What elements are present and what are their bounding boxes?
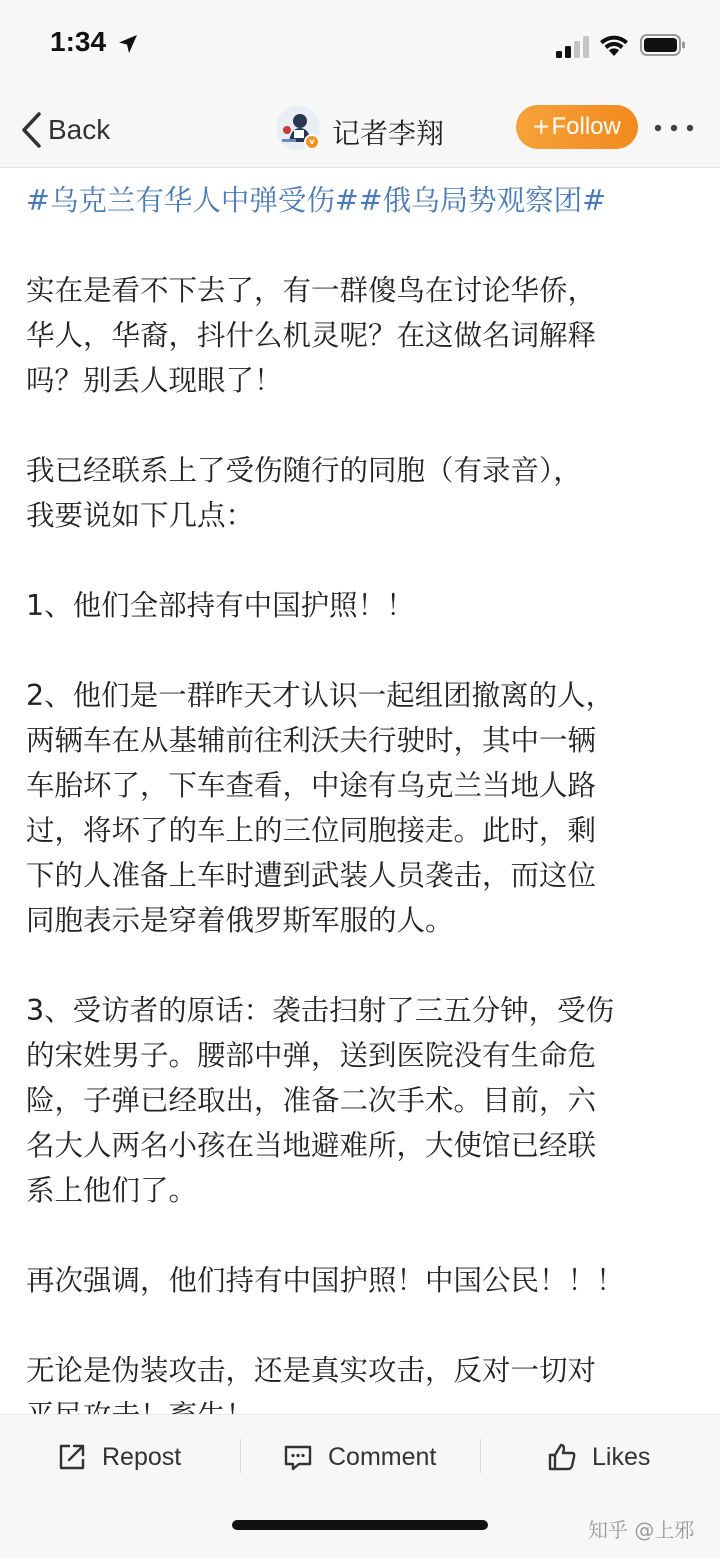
wifi-icon	[598, 33, 630, 57]
paragraph-line: 我要说如下几点：	[26, 499, 255, 532]
back-button[interactable]	[20, 110, 110, 150]
status-bar	[0, 0, 720, 92]
toolbar-divider	[480, 1439, 481, 1473]
signal-icon	[556, 36, 590, 58]
post-content	[26, 178, 698, 1438]
back-label: Back	[48, 114, 111, 145]
paragraph-line: 名大人两名小孩在当地避难所，大使馆已经联	[26, 1129, 597, 1162]
paragraph-line: 我已经联系上了受伤随行的同胞（有录音），	[26, 454, 582, 487]
likes-button[interactable]	[546, 1437, 650, 1477]
paragraph-line: 两辆车在从基辅前往利沃夫行驶时，其中一辆	[26, 724, 597, 757]
paragraph-line: 同胞表示是穿着俄罗斯军服的人。	[26, 904, 454, 937]
paragraph-line: 车胎坏了，下车查看，中途有乌克兰当地人路	[26, 769, 597, 802]
paragraph-line: 实在是看不下去了，有一群傻鸟在讨论华侨，	[26, 274, 597, 307]
paragraph-line: 吗？别丢人现眼了！	[26, 364, 283, 397]
paragraph-line: 再次强调，他们持有中国护照！中国公民！！！	[26, 1264, 625, 1297]
hashtag-link[interactable]: #乌克兰有华人中弹受伤##俄乌局势观察团#	[26, 184, 607, 217]
watermark: 知乎 @上邪	[588, 1518, 695, 1542]
repost-icon	[56, 1441, 88, 1473]
status-time: 1:34	[50, 26, 107, 57]
like-icon	[546, 1441, 578, 1473]
battery-icon	[640, 33, 686, 57]
paragraph-line: 过，将坏了的车上的三位同胞接走。此时，剩	[26, 814, 597, 847]
nav-bar	[0, 92, 720, 168]
toolbar-divider	[240, 1439, 241, 1473]
paragraph-line: 下的人准备上车时遭到武装人员袭击，而这位	[26, 859, 597, 892]
comment-label: Comment	[328, 1442, 437, 1471]
paragraph-line: 系上他们了。	[26, 1174, 198, 1207]
back-chevron-icon	[20, 111, 42, 149]
likes-label: Likes	[592, 1442, 651, 1471]
repost-label: Repost	[102, 1442, 182, 1471]
page-title[interactable]: 记者李翔	[332, 117, 445, 150]
follow-label: Follow	[551, 113, 621, 140]
paragraph-line: 2、他们是一群昨天才认识一起组团撤离的人，	[26, 679, 615, 712]
comment-button[interactable]	[282, 1437, 436, 1477]
home-indicator	[232, 1520, 488, 1530]
paragraph-line: 华人，华裔，抖什么机灵呢？在这做名词解释	[26, 319, 597, 352]
paragraph-line: 3、受访者的原话：袭击扫射了三五分钟，受伤	[26, 994, 615, 1027]
verified-badge: v	[304, 134, 320, 150]
follow-button[interactable]	[516, 105, 638, 149]
more-dots-icon[interactable]	[652, 118, 696, 138]
paragraph-line: 1、他们全部持有中国护照！！	[26, 589, 415, 622]
paragraph-line: 的宋姓男子。腰部中弹，送到医院没有生命危	[26, 1039, 597, 1072]
location-arrow-icon	[116, 32, 140, 56]
plus-icon: +	[533, 111, 550, 142]
paragraph-line: 无论是伪装攻击，还是真实攻击，反对一切对	[26, 1354, 597, 1387]
comment-icon	[282, 1441, 314, 1473]
repost-button[interactable]	[56, 1437, 181, 1477]
paragraph-line: 险，子弹已经取出，准备二次手术。目前，六	[26, 1084, 597, 1117]
